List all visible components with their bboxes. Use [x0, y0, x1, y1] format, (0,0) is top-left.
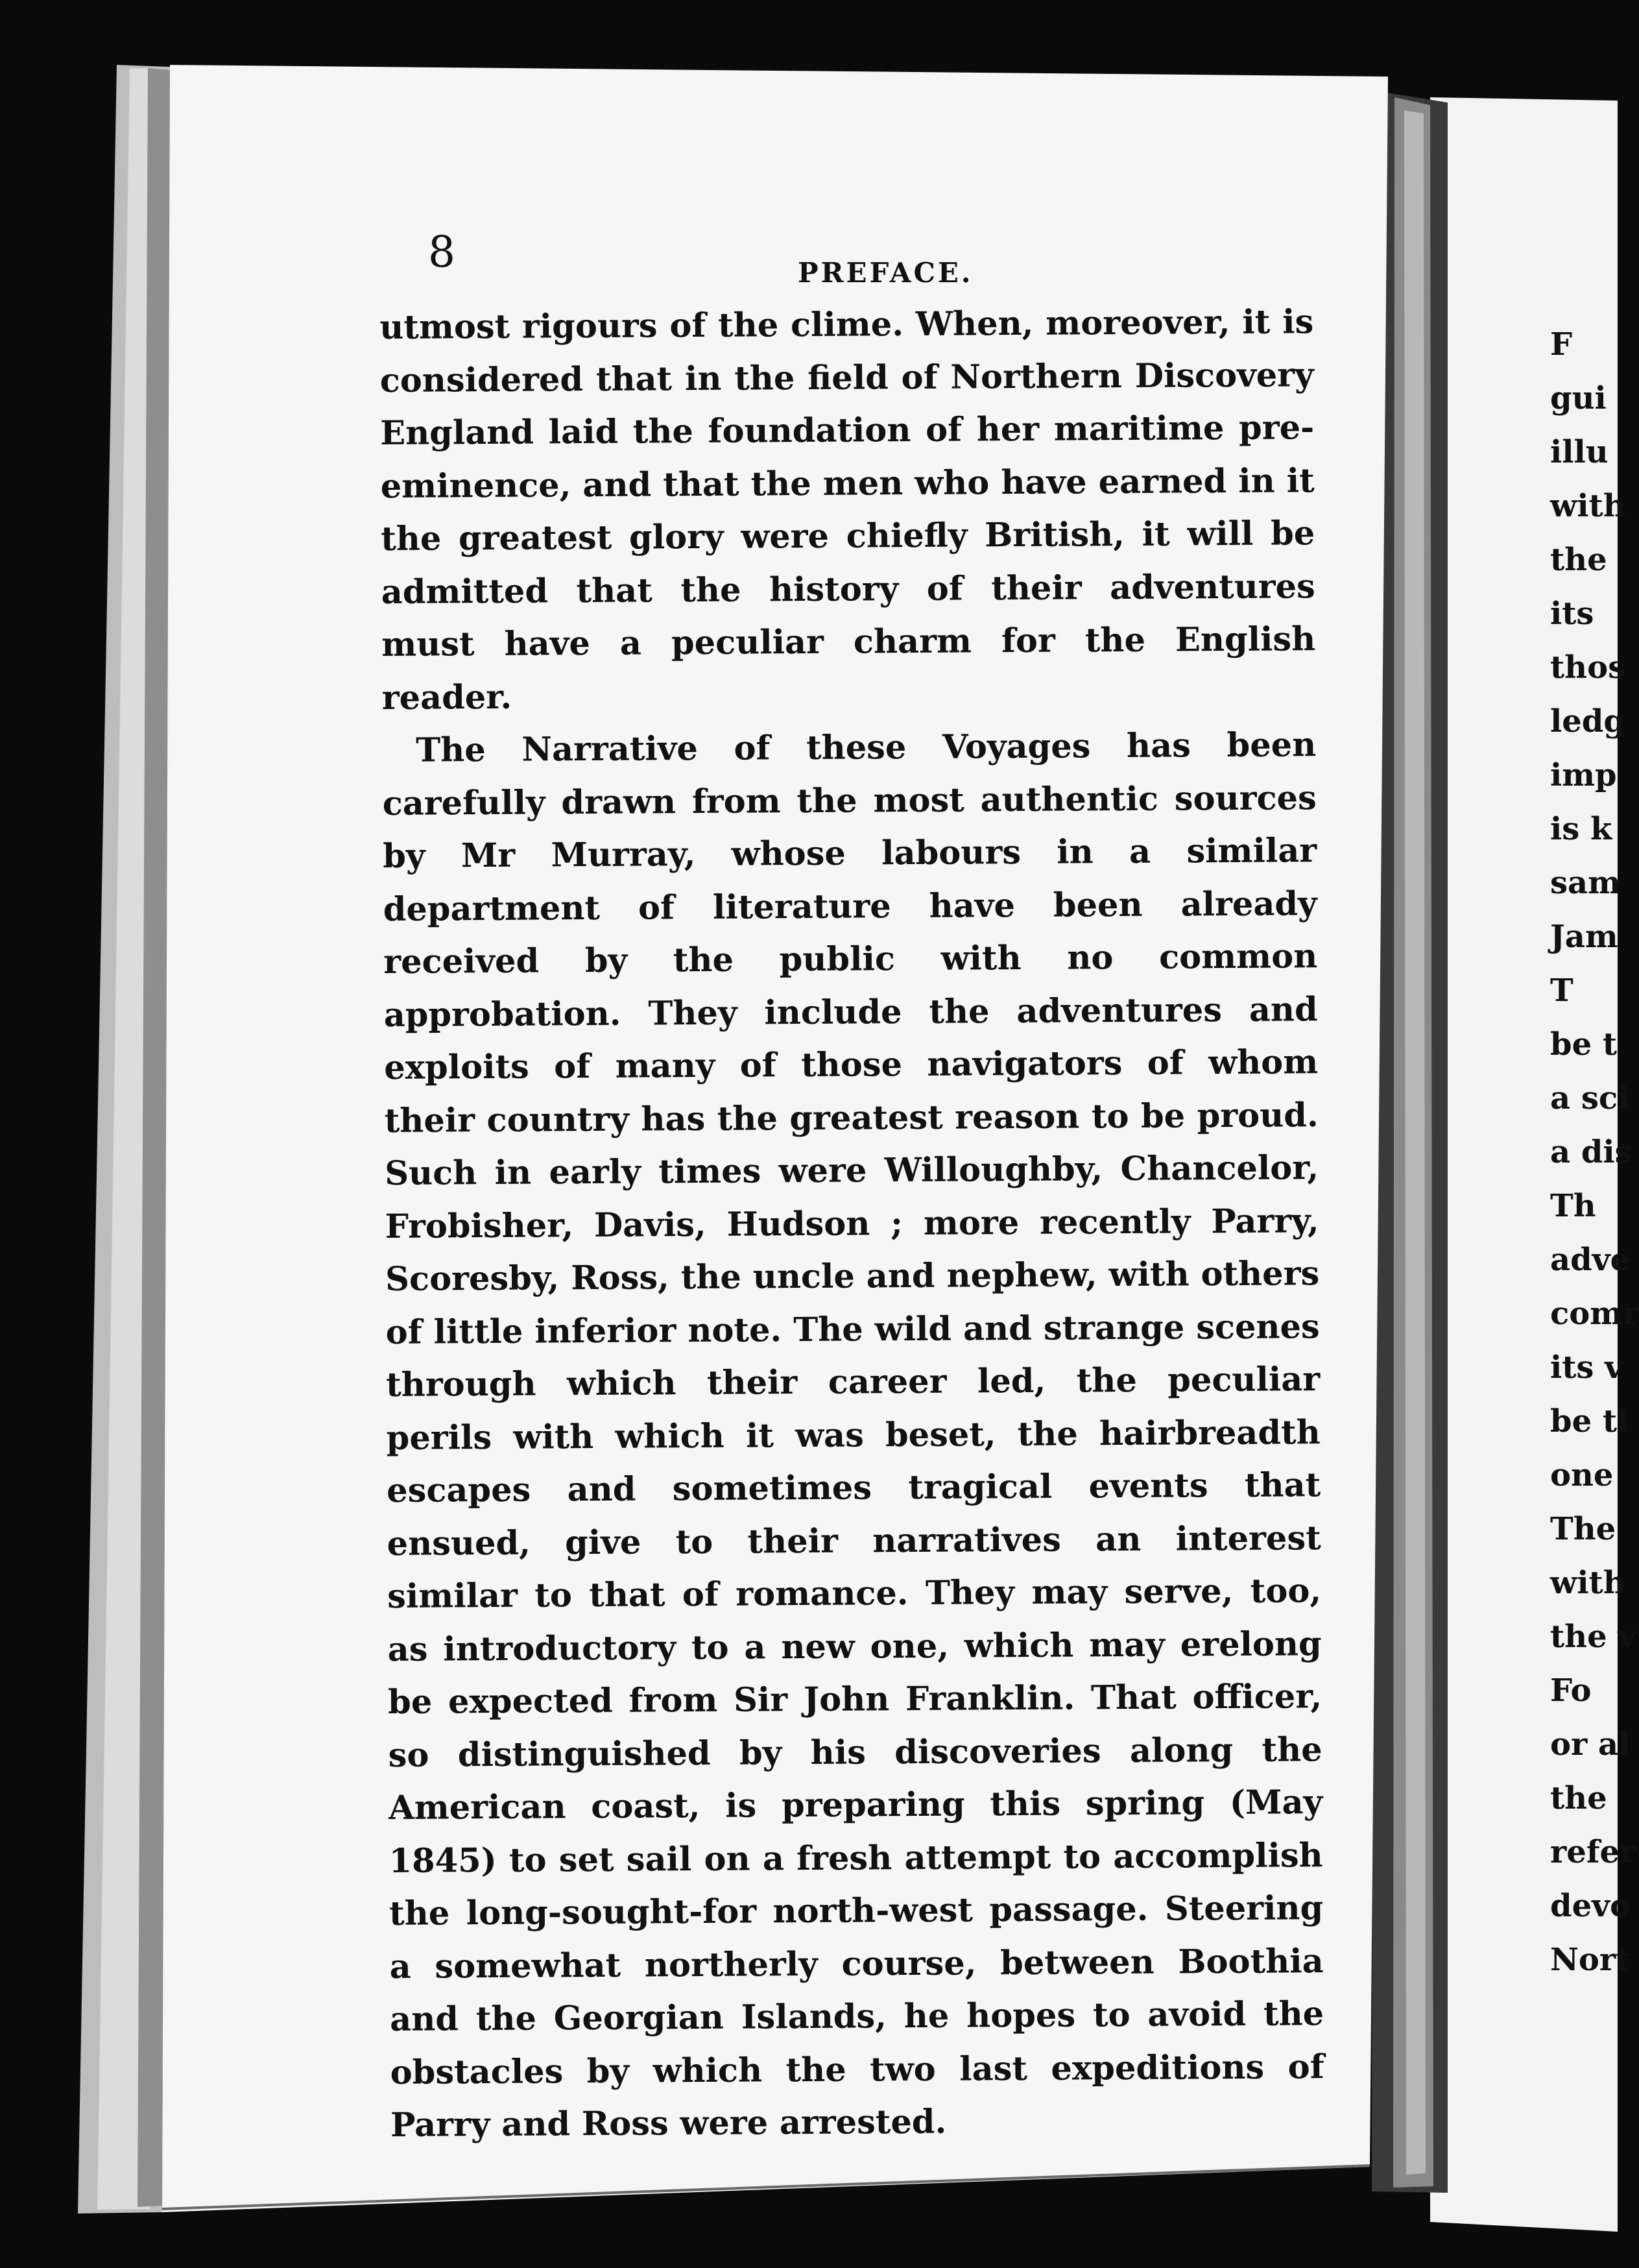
facing-line: sam: [1550, 865, 1621, 901]
facing-line: Nort: [1550, 1942, 1631, 1978]
page-header: [0, 227, 1618, 302]
paragraph-2: The Narrative of these Voyages has been carefully drawn from the most authentic sources by Mr Murray, whose labours in a similar department of literature have been already received by the public with no common approbation. They include the adventures and exploits of many of those navigators of whom their country has the greatest reason to be proud. Such in early times were Willoughby, Chancelor, Frobisher, Davis, Hudson ; more recently Parry, Scoresby, Ross, the uncle and nephew, with others of little inferior note. The wild and strange scenes through which their career led, the peculiar perils with which it was beset, the hairbreadth escapes and sometimes tragical events that ensued, give to their narratives an interest similar to that of romance. They may serve, too, as introductory to a new one, which may erelong be expected from Sir John Franklin. That officer, so distinguished by his discoveries along the American coast, is preparing this spring (May 1845) to set sail on a fresh attempt to accomplish the long-sought-for north-west passage. Steering a somewhat northerly course, between Boothia and the Georgian Islands, he hopes to avoid the obstacles by which the two last expeditions of Parry and Ross were arrested.: [382, 725, 1324, 2145]
facing-page-fragment: [1550, 318, 1639, 1987]
facing-line: is k: [1550, 811, 1612, 847]
facing-line: be tl: [1550, 1403, 1629, 1440]
facing-line: thos: [1550, 649, 1626, 686]
facing-line: Fo: [1550, 1672, 1592, 1709]
facing-line: its: [1550, 596, 1594, 632]
facing-line: F: [1550, 326, 1573, 363]
facing-line: a dis: [1550, 1134, 1633, 1170]
facing-line: comr: [1550, 1296, 1639, 1332]
facing-line: The: [1550, 1511, 1616, 1547]
facing-line: a sci: [1550, 1080, 1630, 1116]
paragraph-1: utmost rigours of the clime. When, moreover, it is considered that in the field of Northern Discovery England laid the foundation of her maritime pre-eminence, and that the men who have earned in it the greatest glory were chiefly British, it will be admitted that the history of their adventures must have a peculiar charm for the English reader.: [379, 302, 1316, 718]
facing-line: refer: [1550, 1834, 1636, 1870]
facing-line: with: [1550, 1565, 1626, 1601]
facing-line: one: [1550, 1457, 1614, 1493]
facing-line: the: [1550, 1780, 1607, 1816]
page-number: 8: [428, 227, 455, 277]
facing-line: ledg: [1550, 703, 1625, 740]
facing-line: or al: [1550, 1726, 1631, 1763]
page-body: [379, 296, 1324, 2152]
facing-line: T: [1550, 972, 1573, 1009]
facing-line: illu: [1550, 434, 1609, 470]
running-head: PREFACE.: [798, 257, 974, 289]
facing-line: Jam: [1550, 919, 1618, 955]
facing-line: adve: [1550, 1242, 1631, 1278]
facing-line: its v: [1550, 1349, 1623, 1386]
facing-line: the: [1550, 542, 1607, 578]
facing-line: devo: [1550, 1888, 1631, 1924]
facing-line: the v: [1550, 1619, 1636, 1655]
facing-line: imp: [1550, 757, 1617, 793]
facing-line: gui: [1550, 380, 1607, 416]
facing-line: Th: [1550, 1188, 1596, 1224]
facing-line: be t: [1550, 1026, 1617, 1063]
facing-line: with: [1550, 488, 1626, 524]
